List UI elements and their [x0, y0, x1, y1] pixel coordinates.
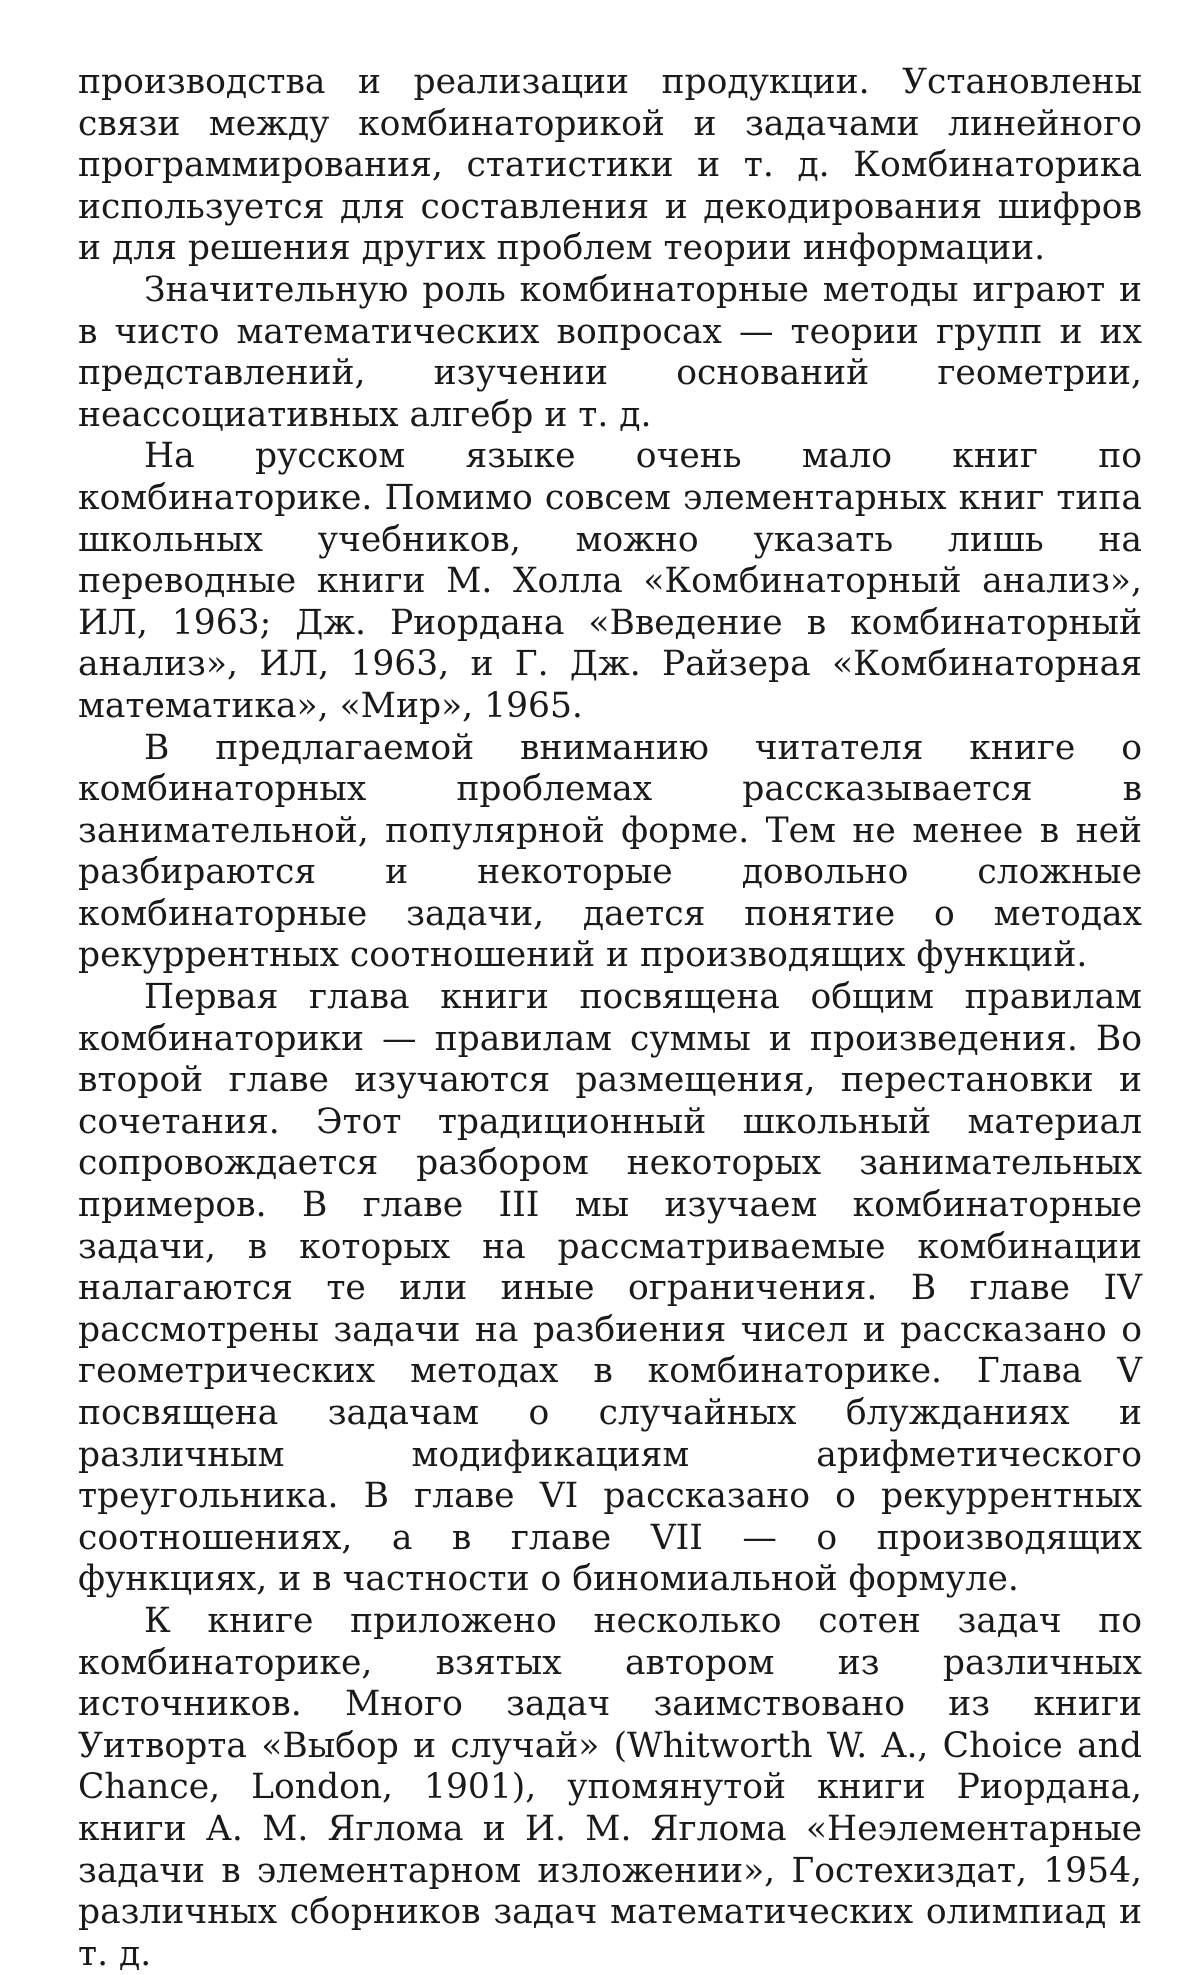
paragraph-russian-books: На русском языке очень мало книг по комбинаторике. Помимо совсем элементарных книг типа школьных учебников, можно указать лишь на переводные книги М. Холла «Комбинаторный анализ», ИЛ, 1963; Дж. Риордана «Введение в комбинаторный анализ», ИЛ, 1963, и Г. Дж. Райзера «Комбинаторная математика», «Мир», 1965. [78, 436, 1142, 726]
page-text [78, 62, 1142, 1975]
paragraph-continuation: производства и реализации продукции. Установлены связи между комбинаторикой и задачами линейного программирования, статистики и т. д. Комбинаторика используется для составления и декодирования шифров и для решения других проблем теории информации. [78, 62, 1142, 269]
paragraph-problems-sources: К книге приложено несколько сотен задач по комбинаторике, взятых автором из различных источников. Много задач заимствовано из книги Уитворта «Выбор и случай» (Whitworth W. A., Choice and Chance, London, 1901), упомянутой книги Риордана, книги А. М. Яглома и И. М. Яглома «Неэлементарные задачи в элементарном изложении», Гостехиздат, 1954, различных сборников задач математических олимпиад и т. д. [78, 1600, 1142, 1974]
paragraph-book-intro: В предлагаемой вниманию читателя книге о комбинаторных проблемах рассказывается в занимательной, популярной форме. Тем не менее в ней разбираются и некоторые довольно сложные комбинаторные задачи, дается понятие о методах рекуррентных соотношений и производящих функций. [78, 727, 1142, 976]
paragraph-chapter-overview: Первая глава книги посвящена общим правилам комбинаторики — правилам суммы и произведения. Во второй главе изучаются размещения, перестановки и сочетания. Этот традиционный школьный материал сопровождается разбором некоторых занимательных примеров. В главе III мы изучаем комбинаторные задачи, в которых на рассматриваемые комбинации налагаются те или иные ограничения. В главе IV рассмотрены задачи на разбиения чисел и рассказано о геометрических методах в комбинаторике. Глава V посвящена задачам о случайных блужданиях и различным модификациям арифметического треугольника. В главе VI рассказано о рекуррентных соотношениях, а в главе VII — о производящих функциях, и в частности о биномиальной формуле. [78, 977, 1142, 1600]
paragraph-combinatorial-methods: Значительную роль комбинаторные методы играют и в чисто математических вопросах — теории групп и их представлений, изучении оснований геометрии, неассоциативных алгебр и т. д. [78, 269, 1142, 435]
